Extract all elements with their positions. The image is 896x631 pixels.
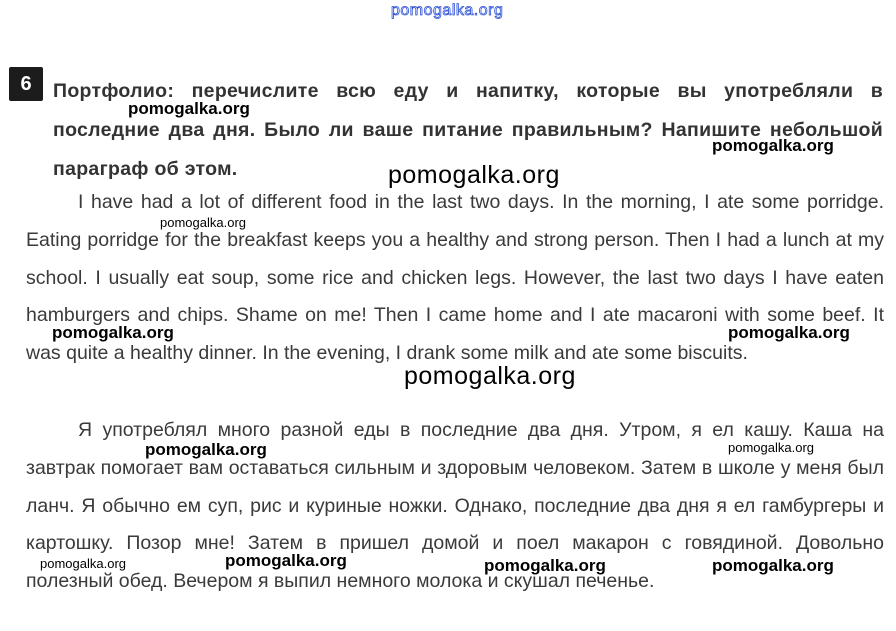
russian-answer-paragraph: Я употреблял много разной еды в последние два дня. Утром, я ел кашу. Каша на завтрак помогает вам оставаться сильным и здоровым человеком. Затем в школе у меня был ланч. Я обычно ем суп, рис и куриные ножки. Однако, последние два дня я ел гамбургеры и картошку. Позор мне! Затем в пришел домой и поел макарон с говядиной. Довольно полезный обед. Вечером я выпил немного молока и скушал печенье. (26, 419, 884, 593)
watermark: pomogalka.org (145, 440, 267, 459)
watermark: pomogalka.org (404, 362, 576, 390)
watermark: pomogalka.org (712, 136, 834, 155)
watermark: pomogalka.org (712, 556, 834, 575)
watermark: pomogalka.org (388, 161, 560, 189)
watermark: pomogalka.org (40, 556, 126, 571)
watermark: pomogalka.org (225, 551, 347, 570)
watermark: pomogalka.org (728, 323, 850, 342)
watermark: pomogalka.org (52, 323, 174, 342)
header-site-watermark: pomogalka.org (391, 2, 504, 19)
english-answer-paragraph: I have had a lot of different food in the last two days. In the morning, I ate some porridge. Eating porridge for the breakfast keeps you a healthy and strong person. Then I had a lunch at my school. I usually eat soup, some rice and chicken legs. However, the last two days I have eaten hamburgers and chips. Shame on me! Then I came home and I ate macaroni with some beef. It was quite a healthy dinner. In the evening, I drank some milk and ate some biscuits. (26, 191, 884, 365)
task-number-badge: 6 (9, 67, 43, 101)
watermark: pomogalka.org (160, 215, 246, 230)
watermark: pomogalka.org (484, 556, 606, 575)
watermark: pomogalka.org (728, 440, 814, 455)
watermark: pomogalka.org (128, 99, 250, 118)
task-heading: Портфолио: перечислите всю еду и напитку, которые вы употребляли в последние два дня. Было ли ваше питание правильным? Напишите небольшой параграф об этом. (53, 80, 883, 180)
